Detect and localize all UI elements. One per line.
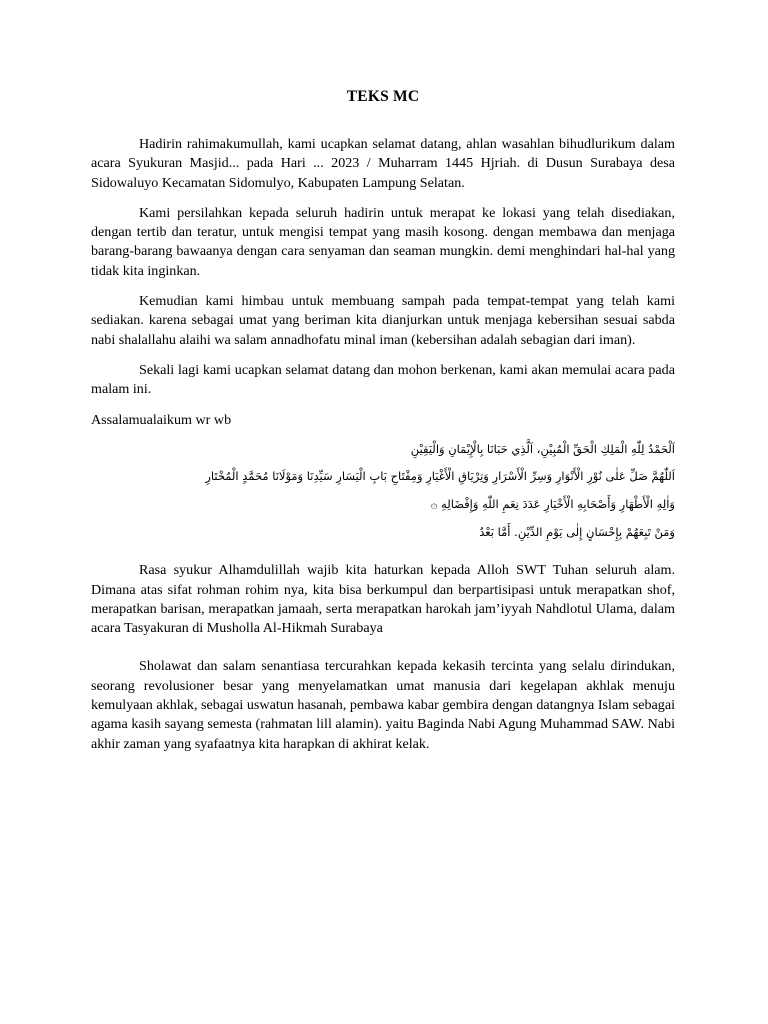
greeting: Assalamualaikum wr wb	[91, 411, 232, 428]
paragraph-seating: Kami persilahkan kepada seluruh hadirin untuk merapat ke lokasi yang telah disediakan, dengan tertib dan teratur, untuk mengisi tempat yang masih kosong. dengan membawa dan menjaga barang-barang bawaanya dengan cara senyaman dan seaman mungkin. demi menghindari hal-hal yang tidak kita inginkan.	[91, 204, 675, 279]
paragraph-opening: Sekali lagi kami ucapkan selamat datang dan mohon berkenan, kami akan memulai acara pada malam ini.	[91, 361, 675, 398]
arabic-line: اَلْحَمْدُ لِلّٰهِ الْمَلِكِ الْحَقِّ الْمُبِيْنِ، اَلَّذِي حَبَانَا بِالْإِيْمَانِ وَالْيَقِيْنِ	[410, 441, 675, 456]
arabic-line: وَمَنْ تَبِعَهُمْ بِإِحْسَانٍ إِلٰى يَوْمِ الدِّيْنِ. أَمَّا بَعْدُ	[479, 524, 675, 539]
paragraph-cleanliness: Kemudian kami himbau untuk membuang sampah pada tempat-tempat yang telah kami sediakan. karena sebagai umat yang beriman kita dianjurkan untuk menjaga kebersihan sesuai sabda nabi shalallahu alaihi wa salam annadhofatu minal iman (kebersihan adalah sebagian dari iman).	[91, 293, 675, 348]
paragraph-welcome: Hadirin rahimakumullah, kami ucapkan selamat datang, ahlan wasahlan bihudlurikum dalam acara Syukuran Masjid... pada Hari ... 2023 / Muharram 1445 Hjriah. di Dusun Surabaya desa Sidowaluyo Kecamatan Sidomulyo, Kabupaten Lampung Selatan.	[91, 136, 675, 191]
paragraph-sholawat: Sholawat dan salam senantiasa tercurahkan kepada kekasih tercinta yang selalu dirindukan, seorang revolusioner besar yang menyelamatkan umat manusia dari kegelapan akhlak menuju kemulyaan akhlak, sebagai uswatun hasanah, pembawa kabar gembira dengan datangnya Islam sebagai agama kasih sayang semesta (rahmatan lill alamin). yaitu Baginda Nabi Agung Muhammad SAW. Nabi akhir zaman yang syafaatnya kita harapkan di akhirat kelak.	[91, 658, 675, 752]
paragraph-gratitude: Rasa syukur Alhamdulillah wajib kita haturkan kepada Alloh SWT Tuhan seluruh alam. Dimana atas sifat rohman rohim nya, kita bisa berkumpul dan berpartisipasi untuk merapatkan shof, merapatkan barisan, merapatkan jamaah, serta merapatkan harokah jam’iyyah Nahdlotul Ulama, dalam acara Tasyakuran di Musholla Al-Hikmah Surabaya	[91, 562, 675, 637]
arabic-prayer	[91, 436, 675, 546]
document-title: TEKS MC	[346, 88, 420, 105]
arabic-line: وَاٰلِهِ الْأَطْهَارِ وَأَصْحَابِهِ الْأَخْيَارِ عَدَدَ نِعَمِ اللّٰهِ وَإِفْضَالِهِ ۞	[430, 497, 675, 512]
arabic-line: اَللّٰهُمَّ صَلِّ عَلٰى نُوْرِ الْأَنْوَارِ وَسِرِّ الْأَسْرَارِ وَتِرْيَاقِ الْأَغْيَارِ وَمِفْتَاحِ بَابِ الْيَسَارِ سَيِّدِنَا وَمَوْلَانَا مُحَمَّدٍ الْمُخْتَارِ	[205, 469, 675, 484]
